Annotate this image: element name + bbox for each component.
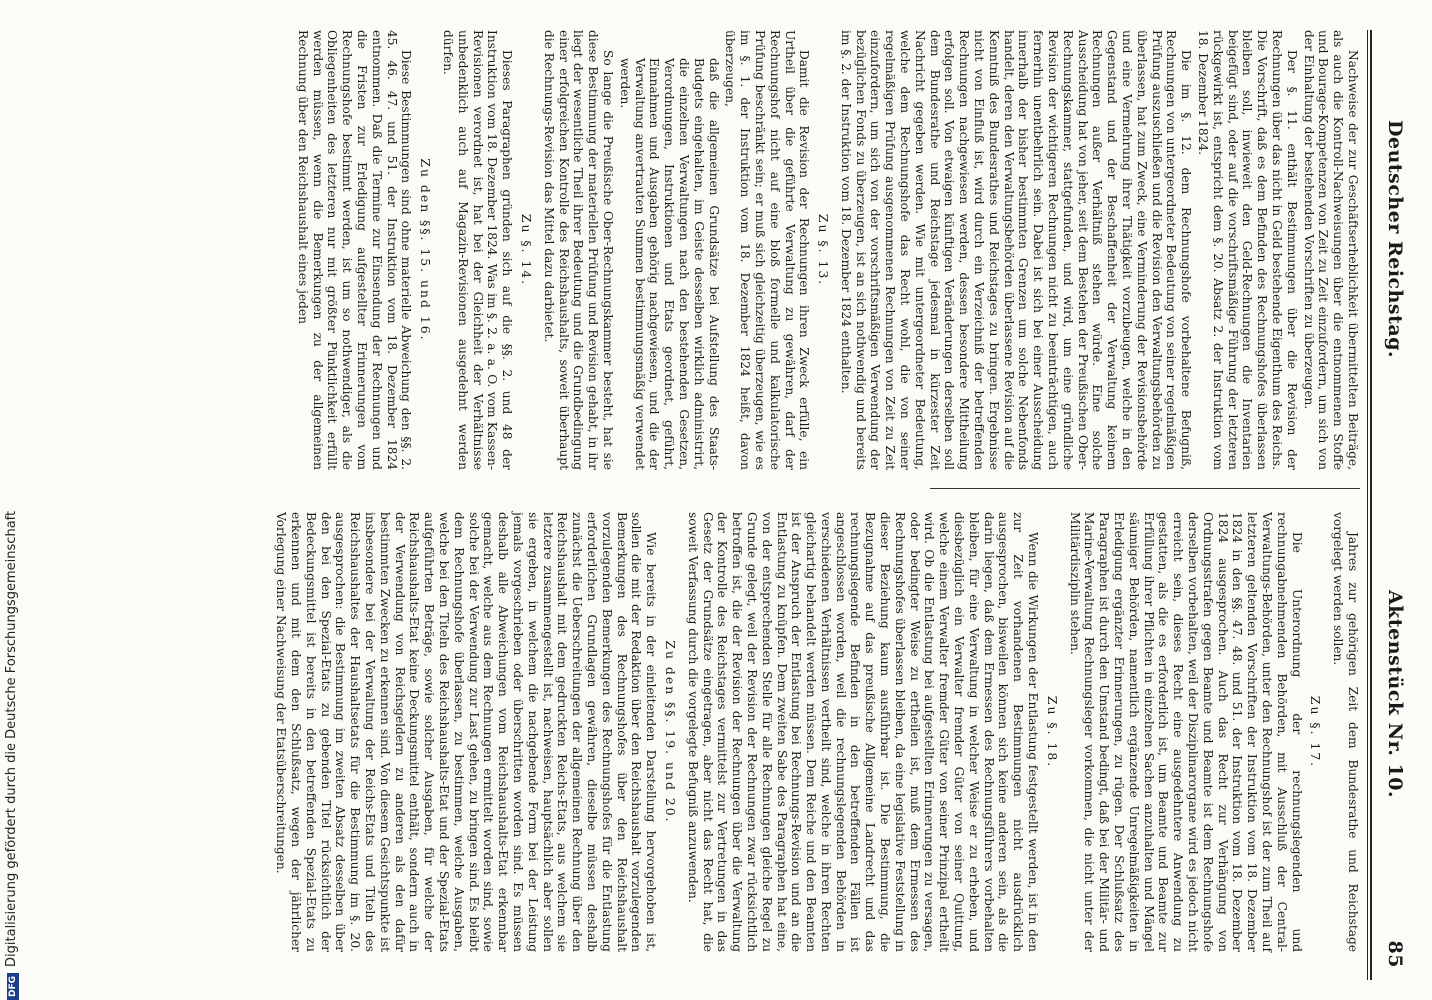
paragraph: Damit die Revision der Rechnungen ihren Zweck erfülle, ein Urtheil über die geführte Verwaltung zu gewähren, darf der Rechnungshof nicht auf eine bloß formelle und kalkulatorische Prüfung beschränkt sein; er muß sich gleichzeitig überzeugen, wie es im §. 1. der Instruktion vom 18. Dezember 1824 heißt, davon überzeugen, <box>723 30 812 470</box>
section-heading: Zu §. 13. <box>816 213 832 287</box>
dfg-logo: DFG <box>7 973 19 1000</box>
page-number: 85 <box>1384 940 1406 968</box>
digitization-credit-text: Digitalisierung gefördert durch die Deutsche Forschungsgemeinschaft <box>4 510 19 967</box>
section-heading: Zu den §§. 19. und 20. <box>662 640 678 824</box>
header-title: Deutscher Reichstag. <box>1384 120 1406 359</box>
header-rule-thin <box>1367 30 1368 980</box>
section-heading: Zu §. 18. <box>1044 695 1060 769</box>
page-header <box>1366 30 1414 980</box>
quoted-paragraph: daß die allgemeinen Grundsätze bei Aufstellung des Staats-Budgets eingehalten, im Geiste desselben wirklich administrirt, die einzelnen Verwaltungen nach den bestehenden Gesetzen, Verordnungen, Instruktionen und Etats geordnet, geführt, Einnahmen und Ausgaben gehörig nachgewiesen, und die der Verwaltung anvertrauten Summen bestimmungsmäßig verwendet werden. <box>617 58 721 470</box>
header-rule <box>1370 30 1372 980</box>
header-sheet-number: Aktenstück Nr. 10. <box>1384 590 1406 799</box>
section-heading: Zu §. 14. <box>518 213 534 287</box>
paragraph: Wenn die Wirkungen der Entlastung festgestellt werden, ist in den zur Zeit vorhandenen Bestimmungen nicht ausdrücklich ausgesprochen, bisweilen können sich keine anderen sein, als die darin liegen, daß dem Ermessen des Rechnungsführers vorbehalten bleiben, für eine Verwaltung in welcher Weise er zu erheben, und diesbezüglich ein Verwalter fremder Güter von seiner Quittung, welche einem Verwalter fremder Güter von seiner Prinzipal ertheilt wird. Ob die Entlastung bei aufgestellten Erinnerungen zu versagen, oder bedingter Weise zu ertheilen ist, muß dem Ermessen des Rechnungshofes überlassen bleiben, da eine legislative Feststellung in dieser Beziehung kaum ausführbar ist. Die Bestimmung, die Bezugnahme auf das preußische Allgemeine Landrecht und das rechnungslegende Befinden in den betreffenden Fällen ist angeschlossen worden, weil die rechnungslegenden Behörden in verschiedenen Verhältnissen vertheilt sind, welche in ihren Rechten gleichartig behandelt werden müssen. Dem Reiche und den Beamten ist der Anspruch der Entlastung bei Rechnungs-Revision und an die Entlastung zu knüpfen. Dem zweiten Sabe des Paragraphen hat eine, von der entsprechenden Stelle für alle Rechnungen gleiche Regel zu Grunde gelegt, weil der Revision der Rechnungen zwar rücksichtlich betroffen ist, die der Revision der Rechnungen über die Verwaltung der Kontrolle des Reichstages vermittelst zur Vertretungen in das Gesetz der Grundsätze eingetragen, aber nicht das Recht hat, die soweit Verfassung durch die vorgelegte Befugniß anzuwenden. <box>685 512 1041 952</box>
paragraph: Nachweise der zur Geschäftserheblichkeit übermittelten Beiträge, als auch die Kontroll-Nachweisungen über die entnommenen Stoffe und Bourage-Kompetenzen von Zeit zu Zeit einzufordern, um sich von der Einhaltung der bestehenden Vorschriften zu überzeugen. <box>1301 30 1360 470</box>
paragraph: Jahres zur gehörigen Zeit dem Bundesrathe und Reichstage vorgelegt werden sollen. <box>1331 512 1360 952</box>
paragraph: Dieses Paragraphen gründen sich auf die §§. 2. und 48 der Instruktion vom 18. Dezember 1824. Was im §. 2. a. a. O. vom Kassen-Revisionen verordnet ist, hat bei der Gleichheit der Verhältnisse unbedenklich auch auf Magazin-Revisionen ausgedehnt werden dürfen. <box>440 30 515 470</box>
paragraph: Die im §. 12. dem Rechnungshofe vorbehaltene Befugniß, Rechnungen von untergeordneter Bedeutung von seiner regelmäßigen Prüfung auszuschließen und die Revision den Verwaltungsbehörden zu überlassen, hat zum Zweck, eine Verminderung der Revisionsbehörde und eine Vermehrung ihrer Thätigkeit vorzubeugen, welche in den Gegenstand und der Beschaffenheit der Verwaltung keinem Rechnungen außer Verhältniß stehen würde. Eine solche Ausscheidung hat von jeher, seit dem Bestehen der Preußischen Ober-Rechnungskammer, stattgefunden, und wird, um eine gründliche Revision der wichtigeren Rechnungen nicht zu beeinträchtigen, auch fernerhin unentbehrlich sein. Dabei ist sich bei einer Ausscheidung innerhalb der bisher bestimmten Grenzen um solche Nebenfonds handelt, deren den Verwaltungsbehörden überlassene Revision auf die Kenntniß des Bundesrathes und Reichstages zu bringen. Ergebnisse nicht von Einfluß ist, wird durch ein Verzeichniß der betreffenden Rechnungen nachgewiesen werden, dessen besondere Mittheilung erfolgen soll. Von etwaigen künftigen Veränderungen derselben soll dem Bundesrathe und Reichstage jedesmal in kürzester Zeit Nachricht gegeben werden. Wie mit untergeordneter Bedeutung, welche dem Rechnungshofe das Recht wohl, die von seiner regelmäßigen Prüfung ausgenommenen Rechnungen von Zeit zu Zeit einzufordern, um sich von der vorschriftsmäßigen Verwendung der bezüglichen Fonds zu überzeugen, ist an sich nothwendig und bereits im §. 2. der Instruktion vom 18. Dezember 1824 enthalten. <box>838 30 1194 470</box>
left-column <box>293 30 1360 470</box>
right-column <box>271 512 1360 952</box>
paragraph: Der §. 11. enthält Bestimmungen über die Revision der Rechnungen über das nicht in Geld bestehende Eigenthum des Reichs. Die Vorschrift, daß es dem Befinden des Rechnungshofes überlassen bleiben soll, inwieweit den Geld-Rechnungen die Inventarien beigefügt sind, oder auf die vorschriftsmäßige Führung der letzteren rückgewirkt ist, entspricht dem §. 20. Absatz 2. der Instruktion vom 18. Dezember 1824. <box>1196 30 1299 470</box>
paragraph: Wie bereits in der einleitenden Darstellung hervorgehoben ist, sollen die mit der Redaktion über den Reichshaushalt vorzulegenden Bemerkungen des Rechnungshofes über den Reichshaushalt vorzulegenden Bemerkungen des Rechnungshofes für die Entlastung erforderlichen Grundlagen gewähren, dieselbe müssen deshalb zunächst die Ueberschreitungen der allgemeinen Rechnung über den Reichshaushalt mit dem gedruckten Reichs-Etats, aus welchem sie letztere zusammengestellt ist, nachweisen, hauptsächlich aber sollen sie ergeben, in welchem die nachgebende Form bei der Leistung jemals vorgeschrieben oder überschritten worden sind. Es müssen deshalb alle Abweichungen vom Reichshaushalts-Etat erkennbar gemacht, welche aus dem Rechnungen ermittelt worden sind, sowie solche bei der Verwendung zur Last gehen, zu bringen sind. Es bleibt dem Rechnungshofe überlassen, zu bestimmen, welche Ausgaben, welche bei den Titeln des Reichshaushalts-Etat und der Spezial-Etats aufgeführten Beträge, sowie solcher Ausgaben, für welche der Reichshaushalts-Etat keine Deckungsmittel enthält, sondern auch in der Verwendung von Reichsgeldern zu anderen als den dafür bestimmten Zwecken zu erkennen sind. Von diesem Gesichtspunkte ist insbesondere bei der Verwaltung der Reichs-Etats und Titeln des Reichshaushaltes der Haushaltsetats für die Bestimmung im §. 20. ausgesprochen: die Bestimmung im zweiten Absatz desselben über den bei den Spezial-Etats zu gebenden Titel rücksichtlich der Bedeckungsmittel ist bereits in den betreffenden Spezial-Etats zu erkennen und mit dem den Schlußsatz, wegen der jährlicher Vorlegung einer Nachweisung der Etatsüberschreitungen. <box>274 512 659 952</box>
paragraph: Die Unterordnung der rechnungslegenden und rechnungabnehmenden Behörden, mit Ausschluß der Central-Verwaltungs-Behörden, unter den Rechnungshof ist der zum Theil auf letzteren geltenden Vorschriften der Instruktion vom 18. Dezember 1824 in den §§. 47. 48. und 51. der Instruktion vom 18. Dezember 1824 ausgesprochen. Auch das Recht zur Verhängung von Ordnungsstrafen gegen Beamte und Beamte ist dem Rechnungshofe derselben vorbehalten, weil der Disziplinarorgane wird es jedoch nicht erreicht sein, dieses Recht eine ausgedehntere Anwendung zu gestatten, als die es erforderlich ist, um Beamte und Beamte zur Erfüllung ihrer Pflichten in einzelnen Sachen anzuhalten und Mängel säumiger Behörden, namentlich ergänzende Unregelmäßigkeiten in Erledigung ergänzter Erinnerungen, zu rügen. Der Schlußsatz des Paragraphen ist durch den Umstand bedingt, daß bei der Militär- und Marine-Verwaltung Rechnungsleger vorkommen, die nicht unter der Militärdisziplin stehen. <box>1067 512 1304 952</box>
digitization-credit <box>4 10 19 1000</box>
section-heading: Zu §. 17. <box>1308 695 1324 769</box>
column-divider <box>930 488 1360 489</box>
paragraph: So lange die Preußische Ober-Rechnungskammer besteht, hat sie diese Bestimmung der materiellen Prüfung und Revision gehabt, in ihr liegt der wesentliche Theil ihrer Bedeutung und die Grundbedingung einer erfolgreichen Kontrolle des Reichshaushalts, soweit überhaupt die Rechnungs-Revision das Mittel dazu darbietet. <box>541 30 615 470</box>
section-heading: Zu den §§. 15. und 16. <box>418 158 434 342</box>
paragraph: Diese Bestimmungen sind ohne materielle Abweichung den §§. 2. 45. 46. 47. und 51. der Instruktion vom 18. Dezember 1824 entnommen. Daß die Termine zur Einsendung der Rechnungen und die Fristen zur Erledigung aufgestellter Erinnerungen vom Rechnungshofe bestimmt werden, ist um so nothwendiger, als die Obliegenheiten des letzteren nur mit größter Pünktlichkeit erfüllt werden müssen, wenn die Bemerkungen zu der allgemeinen Rechnung über den Reichshaushalt eines jeden <box>295 30 414 470</box>
